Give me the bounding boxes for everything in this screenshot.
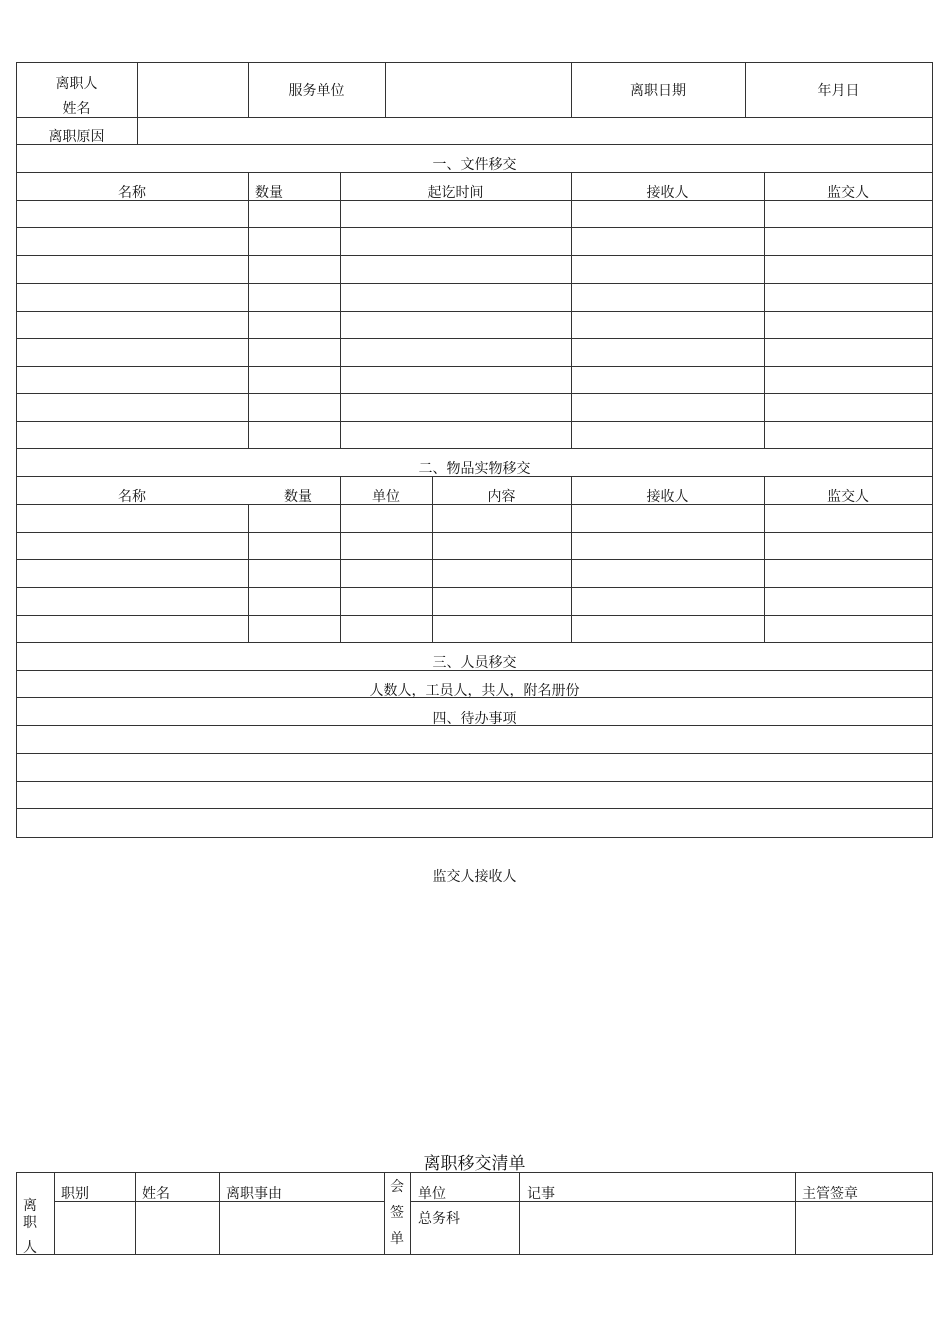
form-row-line <box>16 615 933 616</box>
form-row-line <box>16 642 933 643</box>
sign-label-char-2: 签 <box>390 1205 404 1221</box>
side-label-char-1: 离 <box>23 1198 37 1214</box>
unit-value: 总务科 <box>418 1211 460 1227</box>
sign-label-char-3: 单 <box>390 1231 404 1247</box>
form-row-line <box>16 144 933 145</box>
form-row-line <box>16 808 933 809</box>
form-row-line <box>16 421 933 422</box>
s2-col-unit: 单位 <box>372 489 400 505</box>
section3-summary: 人数人，工员人，共人，附名册份 <box>369 683 580 699</box>
form-row-line <box>16 393 933 394</box>
col-notes-label: 记事 <box>527 1186 555 1202</box>
s1-col-supervisor: 监交人 <box>827 185 869 201</box>
signature-line: 监交人接收人 <box>432 869 517 885</box>
form-col-line <box>385 62 386 117</box>
form-row-line <box>16 448 933 449</box>
section1-title: 一、文件移交 <box>432 157 517 173</box>
form-row-line <box>16 559 933 560</box>
col-name-label: 姓名 <box>142 1186 170 1202</box>
leave-reason-label: 离职原因 <box>48 129 105 145</box>
form-col-line <box>340 172 341 448</box>
col-unit-label: 单位 <box>418 1186 446 1202</box>
form-row-line <box>16 255 933 256</box>
s1-col-qty: 数量 <box>255 185 283 201</box>
s1-col-receiver: 接收人 <box>646 185 689 201</box>
form-col-line <box>248 504 249 642</box>
leave-date-value: 年月日 <box>817 83 860 99</box>
sign-label-char-1: 会 <box>390 1179 404 1195</box>
checklist-col-line <box>54 1172 55 1254</box>
col-reason-label: 离职事由 <box>226 1186 282 1202</box>
col-position-label: 职别 <box>61 1186 89 1202</box>
s1-col-name: 名称 <box>118 185 146 201</box>
form-col-line <box>137 62 138 144</box>
name-label-line2: 姓名 <box>62 101 91 117</box>
form-col-line <box>248 172 249 448</box>
checklist-col-line <box>519 1172 520 1254</box>
form-border-bottom <box>16 837 933 838</box>
form-row-line <box>16 781 933 782</box>
s2-col-qty: 数量 <box>284 489 312 505</box>
form-row-line <box>16 311 933 312</box>
form-row-line <box>16 283 933 284</box>
form-row-line <box>16 532 933 533</box>
form-row-line <box>16 587 933 588</box>
checklist-border-right <box>932 1172 933 1254</box>
form-row-line <box>16 227 933 228</box>
s2-col-name: 名称 <box>118 489 146 505</box>
section2-title: 二、物品实物移交 <box>418 461 531 477</box>
s2-col-receiver: 接收人 <box>646 489 689 505</box>
form-row-line <box>16 117 933 118</box>
checklist-title: 离职移交清单 <box>423 1154 526 1174</box>
s1-col-period: 起讫时间 <box>427 185 484 201</box>
service-unit-label: 服务单位 <box>288 83 345 99</box>
checklist-border-left <box>16 1172 17 1254</box>
form-border-top <box>16 62 933 63</box>
side-label-char-2: 职 <box>23 1215 37 1231</box>
checklist-col-line <box>384 1172 385 1254</box>
form-col-line <box>571 172 572 448</box>
checklist-col-line <box>410 1172 411 1254</box>
checklist-col-line <box>135 1172 136 1254</box>
side-label-char-3: 人 <box>23 1240 37 1256</box>
form-row-line <box>16 338 933 339</box>
section4-title: 四、待办事项 <box>432 711 517 727</box>
s2-col-supervisor: 监交人 <box>827 489 869 505</box>
checklist-col-line <box>795 1172 796 1254</box>
form-row-line <box>16 753 933 754</box>
col-supervisor-label: 主管签章 <box>802 1186 858 1202</box>
section3-title: 三、人员移交 <box>432 655 517 671</box>
checklist-border-bottom <box>16 1254 933 1255</box>
name-label-line1: 离职人 <box>55 76 98 92</box>
leave-date-label: 离职日期 <box>630 83 686 99</box>
form-col-line <box>764 172 765 448</box>
checklist-col-line <box>219 1172 220 1254</box>
s2-col-content: 内容 <box>487 489 516 505</box>
form-row-line <box>16 366 933 367</box>
